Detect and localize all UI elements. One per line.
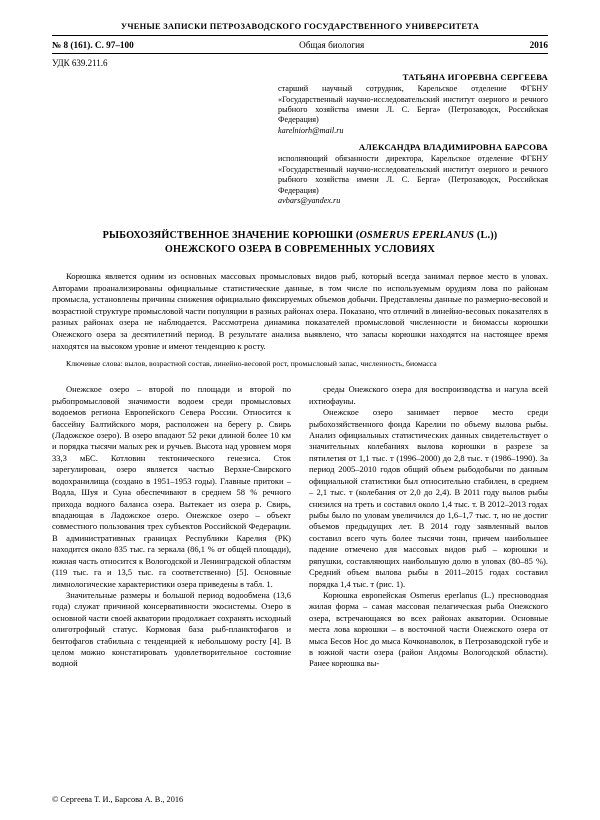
author-affiliation-2: исполняющий обязанности директора, Карельское отделение ФГБНУ «Государственный научно-исследовательский институт озерного и речного рыбного хозяйства имени Л. С. Берга» (Петрозаводск, Российская Федерация) (278, 154, 548, 195)
title-species-name: OSMERUS EPERLANUS (359, 229, 475, 241)
author-name-1: ТАТЬЯНА ИГОРЕВНА СЕРГЕЕВА (402, 72, 548, 82)
author-affiliation-1: старший научный сотрудник, Карельское отделение ФГБНУ «Государственный научно-исследовательский институт озерного и речного рыбного хозяйства имени Л. С. Берга» (Петрозаводск, Российская Федерация) (278, 84, 548, 125)
paragraph: Онежское озеро занимает первое место среди рыбохозяйственного фонда Карелии по объему вылова рыбы. Анализ официальных статистических данных свидетельствует о значительных колебаниях вылова корюшки в разрезе за пятилетия от 1,1 тыс. т (1996–2000) до 2,8 тыс. т (1986–1990). За период 2005–2010 годов общий объем рыбодобычи по данным официальной статистики был относительно стабилен, в среднем – 2,1 тыс. т (колебания от 2,0 до 2,4). В 2011 году вылов рыбы снизился на треть и составил около 1,4 тыс. т. В 2012–2013 годах рыбы было по уловам увеличился до 1,6–1,7 тыс. т, но не достиг объемов предыдущих лет. В 2014 году заявленный вылов составил всего чуть более тысячи тонн, причем наибольшее падение отмечено для массовых видов рыб – корюшки и ряпушки, составляющих наибольшую долю в уловах (80–85 %). Средний объем вылова рыбы в 2011–2015 годах составил порядка 1,4 тыс. т (рис. 1). (309, 407, 548, 589)
paragraph: Онежское озеро – второй по площади и второй по рыбопромысловой значимости водоем среди промысловых водоемов региона Европейского Севера России. Относится к бассейну Балтийского моря, расположен на берегу р. Свирь (Ладожское озеро). В озеро впадают 52 реки длиной более 10 км и порядка тысячи малых рек и ручьев. Высота над уровнем моря 33,3 мБС. Котловин тектонического генезиса. Сток зарегулирован, озеро является частью Верхне-Свирского водохранилища (создано в 1951–1953 годы). Главные притоки – Водла, Шуя и Суна обеспечивают в среднем 58 % речного прихода водного баланса озера. Вытекает из озера р. Свирь, впадающая в Ладожское озеро. Онежское озеро – объект совместного пользования трех субъектов Российской Федерации. В административных границах Республики Карелия (РК) находится около 835 тыс. га зеркала (86,1 % от общей площади), южная часть относится к Вологодской и Ленинградской областям (119 тыс. га и 13,5 тыс. га соответственно) [5]. Основные лимнологические характеристики озера приведены в табл. 1. (52, 384, 291, 589)
author-name-2: АЛЕКСАНДРА ВЛАДИМИРОВНА БАРСОВА (358, 142, 548, 153)
issue-line (52, 36, 548, 53)
paragraph: среды Онежского озера для воспроизводства и нагула всей ихтиофауны. (309, 384, 548, 406)
keywords-text: Ключевые слова: вылов, возрастной состав, линейно-весовой рост, промысловый запас, численность, биомасса (66, 359, 437, 369)
copyright-footer: © Сергеева Т. И., Барсова А. В., 2016 (52, 795, 184, 804)
udk-code: УДК 639.211.6 (52, 58, 108, 68)
title-line1-suffix: (L.)) (474, 229, 498, 241)
left-column (52, 384, 291, 670)
title-line1-prefix: РЫБОХОЗЯЙСТВЕННОЕ ЗНАЧЕНИЕ КОРЮШКИ ( (102, 229, 360, 241)
author-email-2[interactable]: avbars@yandex.ru (278, 196, 341, 205)
article-title (52, 229, 548, 259)
body-columns (52, 384, 548, 670)
paragraph: Корюшка европейская Osmerus eperlanus (L.) пресноводная жилая форма – самая массовая пелагическая рыба Онежского озера, встречающаяся во всех районах акватории. Основные места лова корюшки – в восточной части Онежского озера от мыса Бесов Нос до мыса Кочконаволок, в Петрозаводской губе и в южной части озера (район Андомы Вологодской области). Ранее корюшка вы- (309, 589, 548, 669)
running-head: УЧЕНЫЕ ЗАПИСКИ ПЕТРОЗАВОДСКОГО ГОСУДАРСТВЕННОГО УНИВЕРСИТЕТА (120, 22, 480, 31)
right-column (309, 384, 548, 670)
authors-block (278, 72, 548, 207)
author-email-1[interactable]: karelniorh@mail.ru (278, 125, 344, 135)
abstract-text: Корюшка является одним из основных массовых промысловых видов рыб, который всегда занимал первое место в уловах. Авторами проанализированы официальные статистические данные, в том числе по используемым орудиям лова по районам промысла, установлены причины снижения официально фиксируемых объемов добычи. Представлены данные по размерно-весовой и возрастной структуре промысловой части популяции в разных районах озера. Показано, что отличий в линейно-весовых показателях в разных районах озера не наблюдается. Рассмотрена динамика показателей промысловой численности и биомассы корюшки Онежского озера за десятилетний период. В результате анализа выявлено, что запасы корюшки находятся на настоящее время находятся на высоком уровне и имеют тенденцию к росту. (52, 271, 548, 351)
section-name: Общая биология (299, 40, 365, 50)
issue-number: № 8 (161). С. 97–100 (52, 40, 134, 50)
title-line2: ОНЕЖСКОГО ОЗЕРА В СОВРЕМЕННЫХ УСЛОВИЯХ (164, 244, 436, 256)
paragraph: Значительные размеры и большой период водообмена (13,6 года) служат причиной консервативности экосистемы. Озеро в основной части своей акватории продолжает сохранять исходный олиготрофный статус. Кормовая база рыб-планктофагов и бентофагов стабильна с тенденцией к небольшому росту [4]. В целом можно констатировать удовлетворительное состояние водной (52, 589, 291, 669)
page-content (52, 22, 548, 670)
issue-year: 2016 (529, 40, 548, 50)
